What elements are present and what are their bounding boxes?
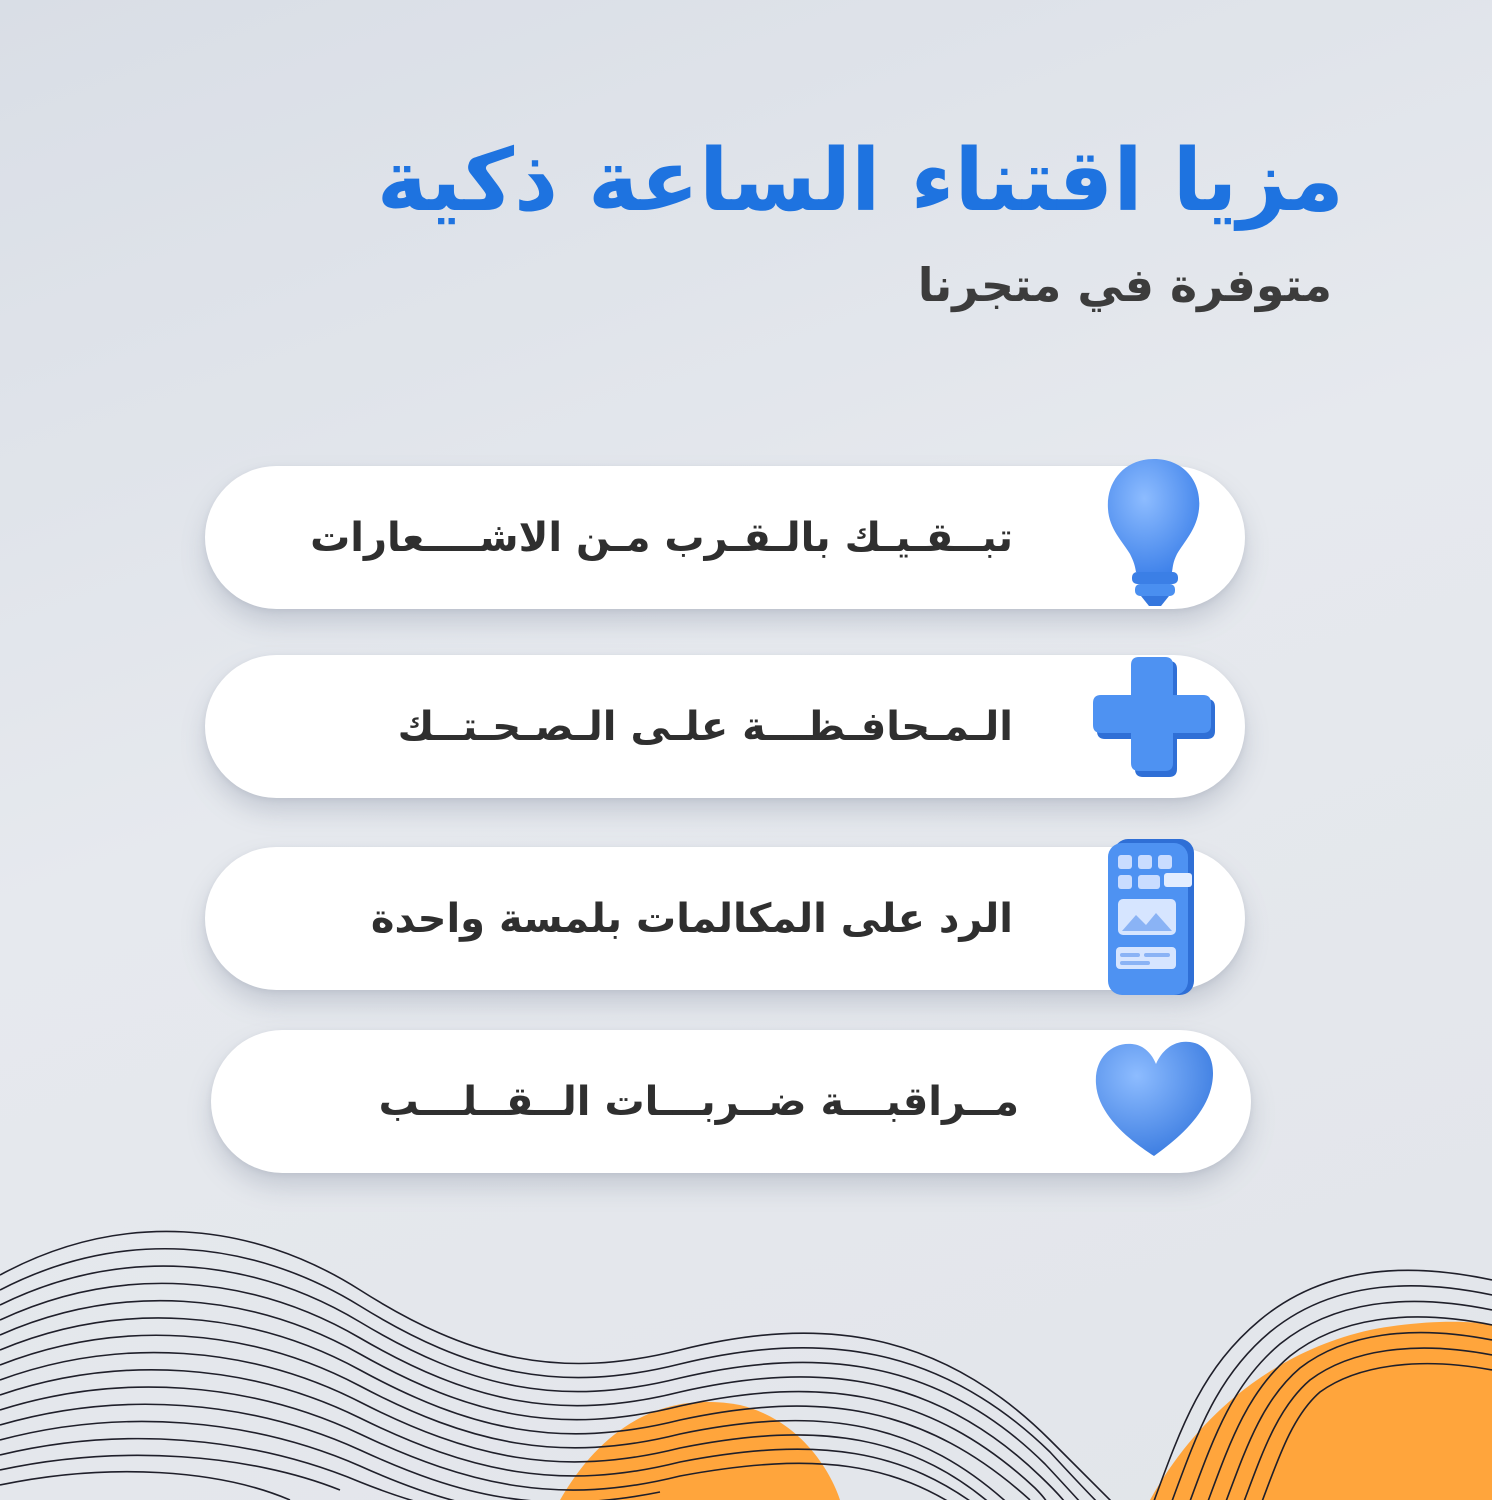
feature-label: الـمـحافـظـــة علـى الـصـحـتــك — [397, 703, 1013, 750]
line-wave-decoration — [0, 1180, 1492, 1500]
feature-card-calls — [205, 847, 1245, 990]
lightbulb-icon — [1099, 454, 1209, 614]
feature-card-health — [205, 655, 1245, 798]
feature-card-notifications — [205, 466, 1245, 609]
page-subtitle: متوفرة في متجرنا — [917, 258, 1332, 312]
page-title: مزيا اقتناء الساعة ذكية — [376, 131, 1344, 231]
phone-app-icon — [1104, 835, 1199, 1000]
plus-icon — [1085, 655, 1225, 785]
feature-label: تبــقـيـك بالـقـرب مـن الاشــــعارات — [310, 514, 1013, 561]
feature-label: الرد على المكالمات بلمسة واحدة — [370, 895, 1013, 942]
feature-card-heart-rate — [211, 1030, 1251, 1173]
feature-label: مــراقبـــة ضــربـــات الــقــلـــب — [378, 1078, 1019, 1125]
heart-icon — [1092, 1038, 1217, 1163]
